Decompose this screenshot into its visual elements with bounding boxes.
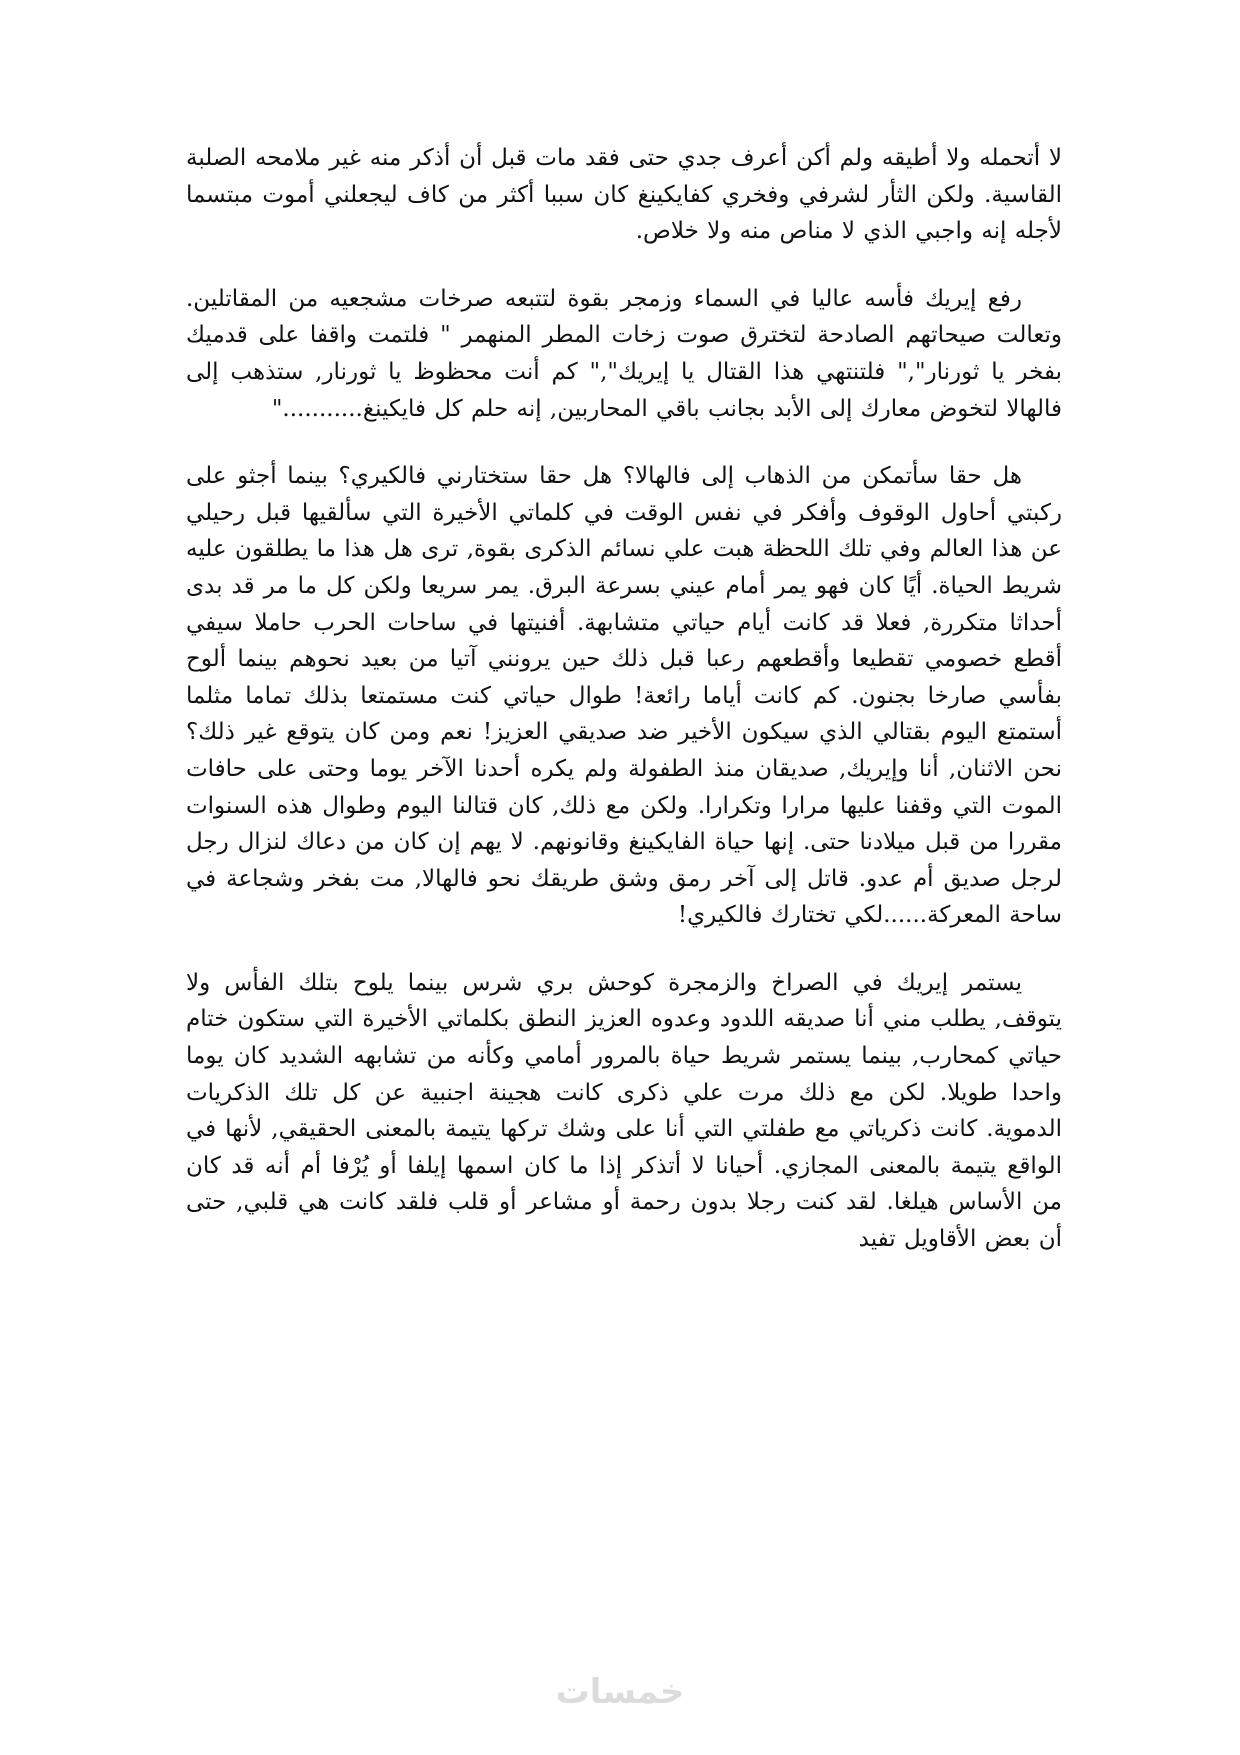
paragraph-1: لا أتحمله ولا أطيقه ولم أكن أعرف جدي حتى فقد مات قبل أن أذكر منه غير ملامحه الصلبة القاسية. ولكن الثأر لشرفي وفخري كفايكينغ كان سببا أكثر من كاف ليجعلني أموت مبتسما لأجله إنه واجبي الذي لا مناص منه ولا خلاص. <box>186 145 1062 245</box>
paragraph-3: هل حقا سأتمكن من الذهاب إلى فالهالا؟ هل حقا ستختارني فالكيري؟ بينما أجثو على ركبتي أحاول الوقوف وأفكر في نفس الوقت في كلماتي الأخيرة التي سألقيها قبل رحيلي عن هذا العالم وفي تلك اللحظة هبت علي نسائم الذكرى بقوة, ترى هل هذا ما يطلقون عليه شريط الحياة. أيًا كان فهو يمر أمام عيني بسرعة البرق. يمر سريعا ولكن كل ما مر قد بدى أحداثا متكررة, فعلا قد كانت أيام حياتي متشابهة. أفنيتها في ساحات الحرب حاملا سيفي أقطع خصومي تقطيعا وأقطعهم رعبا قبل ذلك حين يرونني آتيا من بعيد نحوهم بينما ألوح بفأسي صارخا بجنون. كم كانت أياما رائعة! طوال حياتي كنت مستمتعا بذلك تماما مثلما أستمتع اليوم بقتالي الذي سيكون الأخير ضد صديقي العزيز! نعم ومن كان يتوقع غير ذلك؟ نحن الاثنان, أنا وإيريك, صديقان منذ الطفولة ولم يكره أحدنا الآخر يوما وحتى على حافات الموت التي وقفنا عليها مرارا وتكرارا. ولكن مع ذلك, كان قتالنا اليوم وطوال هذه السنوات مقررا من قبل ميلادنا حتى. إنها حياة الفايكينغ وقانونهم. لا يهم إن كان من دعاك لنزال رجل لرجل صديق أم عدو. قاتل إلى آخر رمق وشق طريقك نحو فالهالا, مت بفخر وشجاعة في ساحة المعركة......لكي تختارك فالكيري! <box>186 463 1062 929</box>
paragraph-2: رفع إيريك فأسه عاليا في السماء وزمجر بقوة لتتبعه صرخات مشجعيه من المقاتلين. وتعالت صيحاتهم الصادحة لتخترق صوت زخات المطر المنهمر " فلتمت واقفا على قدميك بفخر يا ثورنار"," فلتنتهي هذا القتال يا إيريك"," كم أنت محظوظ يا ثورنار, ستذهب إلى فالهالا لتخوض معارك إلى الأبد بجانب باقي المحاربين, إنه حلم كل فايكينغ..........." <box>186 285 1062 422</box>
page-body <box>186 140 1062 1289</box>
watermark-logo: خمسات <box>555 1672 685 1712</box>
paragraph-4: يستمر إيريك في الصراخ والزمجرة كوحش بري شرس بينما يلوح بتلك الفأس ولا يتوقف, يطلب مني أنا صديقه اللدود وعدوه العزيز النطق بكلماتي الأخيرة التي ستكون ختام حياتي كمحارب, بينما يستمر شريط حياة بالمرور أمامي وكأنه من تشابهه الشديد كان يوما واحدا طويلا. لكن مع ذلك مرت علي ذكرى كانت هجينة اجنبية عن كل تلك الذكريات الدموية. كانت ذكرياتي مع طفلتي التي أنا على وشك تركها يتيمة بالمعنى الحقيقي, لأنها في الواقع يتيمة بالمعنى المجازي. أحيانا لا أتذكر إذا ما كان اسمها إيلفا أو يُرْفا أم أنه قد كان من الأساس هيلغا. لقد كنت رجلا بدون رحمة أو مشاعر أو قلب فلقد كانت هي قلبي, حتى أن بعض الأقاويل تفيد <box>186 969 1062 1253</box>
